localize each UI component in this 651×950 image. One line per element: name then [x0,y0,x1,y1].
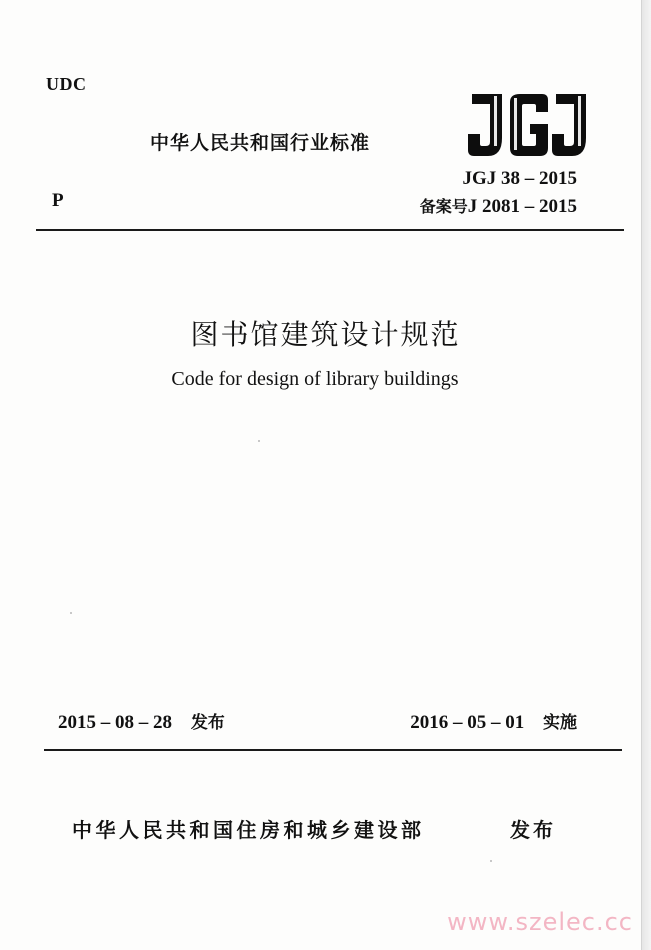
effective-date: 2016 – 05 – 01 [410,712,525,733]
issuing-authority: 中华人民共和国住房和城乡建设部 [72,818,425,842]
bottom-divider-rule [44,749,622,751]
record-label: 备案号 [419,197,468,216]
scan-speck [70,612,72,614]
classification-letter: P [52,190,64,211]
record-number: J 2081 – 2015 [467,196,577,217]
title-chinese: 图书馆建筑设计规范 [190,318,461,351]
page-edge-strip [641,0,651,950]
record-number-line [420,194,577,218]
effective-label: 实施 [543,713,577,733]
watermark-text: www.szelec.cc [447,908,633,936]
publish-date-line [58,708,225,734]
effective-date-line [410,708,577,734]
standard-code: JGJ 38 – 2015 [462,168,577,189]
standard-category-heading: 中华人民共和国行业标准 [150,132,371,154]
publish-date: 2015 – 08 – 28 [58,712,172,733]
scan-speck [490,860,492,862]
issuing-action-label: 发布 [510,818,556,842]
top-divider-rule [36,229,624,231]
jgj-logo-icon [468,90,586,162]
udc-label: UDC [46,74,87,94]
title-english: Code for design of library buildings [171,368,459,390]
scan-speck [258,440,260,442]
publish-label: 发布 [190,713,225,733]
